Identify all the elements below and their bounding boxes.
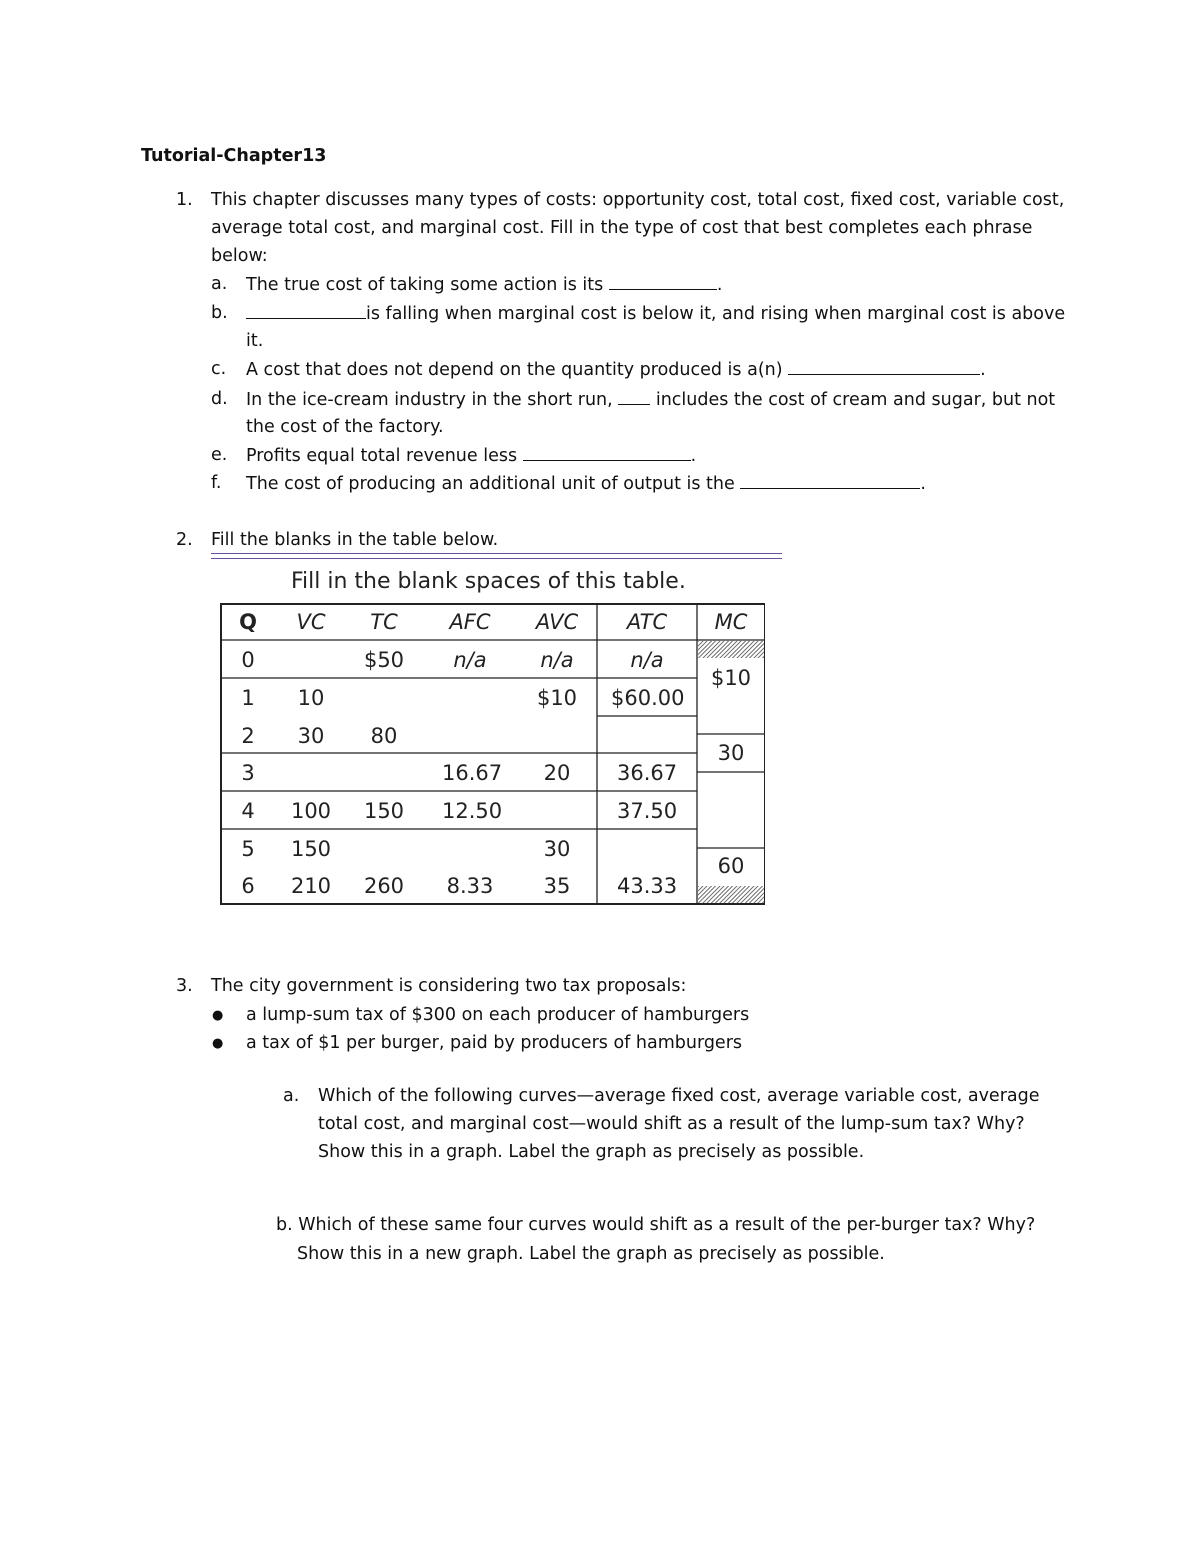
q3a-line1: Which of the following curves—average fixed cost, average variable cost, average: [318, 1086, 1040, 1106]
q1c-answer-blank[interactable]: [788, 359, 980, 375]
q1b-question: [246, 303, 1065, 324]
cell-atc-6: 43.33: [617, 874, 678, 898]
bullet-icon: ●: [212, 1008, 224, 1023]
q1e-text: Profits equal total revenue less: [246, 446, 523, 466]
cell-tc-4: 150: [363, 799, 405, 823]
q1c-question: [246, 359, 986, 380]
q1a-end: .: [716, 275, 723, 295]
cell-q-5: 5: [241, 837, 255, 861]
q1f-question: [246, 473, 926, 494]
q1a-question: [246, 274, 722, 295]
q1d-answer-blank[interactable]: [618, 389, 650, 405]
q1a-text: The true cost of taking some action is its: [246, 275, 609, 295]
header-tc: TC: [370, 610, 398, 634]
cell-avc-5: 30: [543, 837, 571, 861]
cell-vc-5: 150: [290, 837, 332, 861]
q1-text-line3: below:: [211, 246, 268, 266]
header-vc: VC: [296, 610, 326, 634]
cell-avc-1: $10: [536, 686, 578, 710]
cell-atc-3: 36.67: [617, 761, 678, 785]
q1d-continuation: the cost of the factory.: [246, 417, 444, 437]
cell-vc-1: 10: [297, 686, 325, 710]
q2-number: 2.: [176, 530, 193, 550]
cell-atc-1: $60.00: [611, 686, 685, 710]
cell-atc-0: n/a: [630, 648, 664, 672]
q3b-line2: Show this in a new graph. Label the graph as precisely as possible.: [297, 1244, 885, 1264]
cell-avc-0: n/a: [540, 648, 574, 672]
header-atc: ATC: [626, 610, 668, 634]
q1c-text: A cost that does not depend on the quantity produced is a(n): [246, 360, 789, 380]
cell-vc-6: 210: [290, 874, 332, 898]
q1f-text: The cost of producing an additional unit of output is the: [246, 474, 741, 494]
q3b-line1: b. Which of these same four curves would shift as a result of the per-burger tax? Why?: [276, 1215, 1036, 1235]
cost-table: [220, 603, 765, 905]
page-title: Tutorial-Chapter13: [141, 146, 327, 166]
cell-afc-6: 8.33: [446, 874, 494, 898]
q2-divider-line-top: [211, 553, 782, 554]
q1e-letter: e.: [211, 445, 228, 465]
q1d-end: includes the cost of cream and sugar, but not: [650, 390, 1056, 410]
q1b-continuation: it.: [246, 331, 264, 351]
cell-avc-3: 20: [543, 761, 571, 785]
cell-tc-0: $50: [363, 648, 405, 672]
cell-q-6: 6: [241, 874, 255, 898]
bullet-icon: ●: [212, 1036, 224, 1051]
q1f-end: .: [920, 474, 926, 494]
header-afc: AFC: [449, 610, 491, 634]
q1-text-line1: This chapter discusses many types of costs: opportunity cost, total cost, fixed cost, variable cost,: [211, 190, 1065, 210]
q1c-letter: c.: [211, 359, 227, 379]
header-mc: MC: [714, 610, 748, 634]
q3a-letter: a.: [283, 1086, 300, 1106]
cell-vc-2: 30: [297, 724, 325, 748]
q1-text-line2: average total cost, and marginal cost. Fill in the type of cost that best completes each phrase: [211, 218, 1033, 238]
mc-hatched-top: [698, 641, 764, 658]
q1d-letter: d.: [211, 389, 228, 409]
cell-mc-5: 60: [717, 854, 745, 878]
q2-text: Fill the blanks in the table below.: [211, 530, 499, 550]
q3-bullet-1: a lump-sum tax of $300 on each producer of hamburgers: [246, 1005, 750, 1025]
q1b-letter: b.: [211, 303, 228, 323]
header-avc: AVC: [535, 610, 579, 634]
q1c-end: .: [980, 360, 986, 380]
q1e-question: [246, 445, 696, 466]
q1b-text: is falling when marginal cost is below it, and rising when marginal cost is above: [366, 304, 1066, 324]
cell-q-2: 2: [241, 724, 255, 748]
q3-text: The city government is considering two tax proposals:: [211, 976, 687, 996]
cell-afc-3: 16.67: [442, 761, 503, 785]
cell-mc-0: $10: [710, 666, 752, 690]
q1f-answer-blank[interactable]: [740, 473, 920, 489]
cell-tc-2: 80: [370, 724, 398, 748]
cell-tc-6: 260: [363, 874, 405, 898]
q1a-answer-blank[interactable]: [609, 274, 717, 290]
cell-q-0: 0: [241, 648, 255, 672]
cell-afc-4: 12.50: [442, 799, 503, 823]
q2-divider-line-bottom: [211, 558, 782, 559]
cell-atc-4: 37.50: [617, 799, 678, 823]
cell-q-1: 1: [241, 686, 255, 710]
q1e-end: .: [690, 446, 697, 466]
q3-number: 3.: [176, 976, 193, 996]
header-q: Q: [239, 610, 257, 634]
cell-q-4: 4: [241, 799, 255, 823]
cell-q-3: 3: [241, 761, 255, 785]
q3-bullet-2: a tax of $1 per burger, paid by producers of hamburgers: [246, 1033, 743, 1053]
q1d-text: In the ice-cream industry in the short run,: [246, 390, 619, 410]
cell-afc-0: n/a: [453, 648, 487, 672]
mc-hatched-bottom: [698, 886, 764, 903]
q1d-question: [246, 389, 1055, 410]
q1a-letter: a.: [211, 274, 228, 294]
cell-avc-6: 35: [543, 874, 571, 898]
q1e-answer-blank[interactable]: [523, 445, 691, 461]
cell-mc-2: 30: [717, 741, 745, 765]
q3a-line3: Show this in a graph. Label the graph as precisely as possible.: [318, 1142, 865, 1162]
q1b-answer-blank[interactable]: [246, 303, 366, 319]
cell-vc-4: 100: [290, 799, 332, 823]
table-caption: Fill in the blank spaces of this table.: [291, 569, 686, 594]
q1f-letter: f.: [211, 473, 222, 493]
q1-number: 1.: [176, 190, 193, 210]
q3a-line2: total cost, and marginal cost—would shift as a result of the lump-sum tax? Why?: [318, 1114, 1025, 1134]
